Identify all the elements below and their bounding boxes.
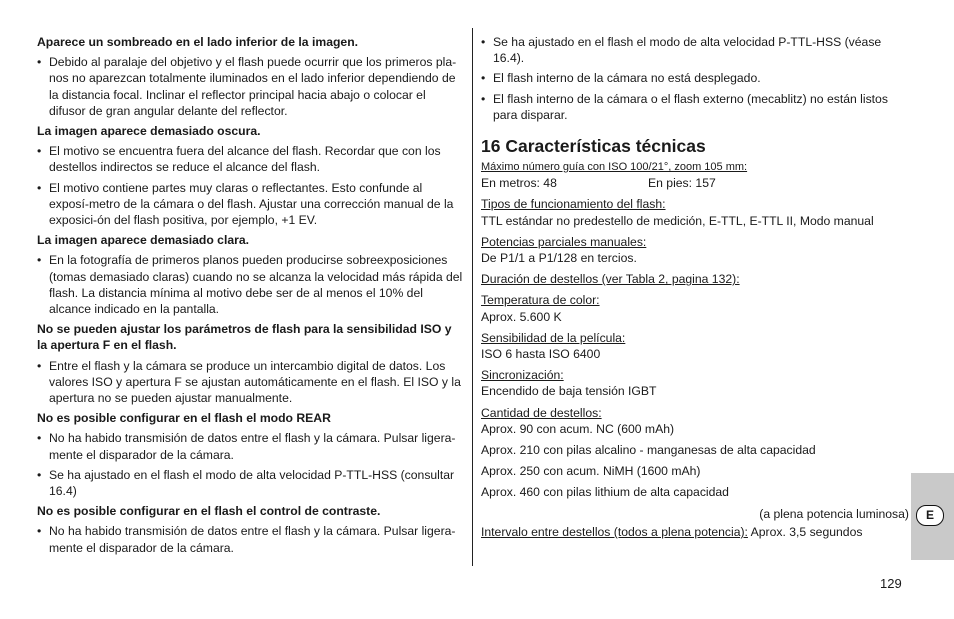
partial-power-label: Potencias parciales manuales: xyxy=(481,234,647,249)
flash-count-label: Cantidad de destellos: xyxy=(481,405,602,420)
interval-row xyxy=(481,524,909,540)
flash-count-value: Aprox. 210 con pilas alcalino - manganesas de alta capacidad xyxy=(481,443,816,458)
flash-count-value: Aprox. 460 con pilas lithium de alta capacidad xyxy=(481,485,729,500)
interval-value: Aprox. 3,5 segundos xyxy=(747,524,863,539)
bullet-item: • Debido al paralaje del objetivo y el flash puede ocurrir que los primeros pla-nos no aparezcan totalmente iluminados en el lado inferior dependiendo de la distancia focal. Inclinar el reflector principal hacia abajo o colocar el difusor de gran angular delante del reflector. xyxy=(37,54,465,119)
column-divider xyxy=(472,28,473,566)
sync-label: Sincronización: xyxy=(481,368,564,383)
guide-number-label: Máximo número guía con ISO 100/21°, zoom 105 mm: xyxy=(481,161,748,174)
right-column xyxy=(481,34,909,545)
bullet-item: • El flash interno de la cámara o el flash externo (mecablitz) no están listos para disparar. xyxy=(481,91,909,123)
modes-label: Tipos de funcionamiento del flash: xyxy=(481,197,666,212)
bullet-item: • El flash interno de la cámara no está desplegado. xyxy=(481,70,909,86)
flash-count-value: Aprox. 250 con acum. NiMH (1600 mAh) xyxy=(481,464,701,479)
section-heading: No es posible configurar en el flash el modo REAR xyxy=(37,411,331,426)
page-number: 129 xyxy=(880,576,902,591)
bullet-item: • El motivo contiene partes muy claras o reflectantes. Esto confunde al exposí-metro de la cámara o del flash. Ajustar una corrección manual de la exposici-ón del flash positiva, por ejemplo, +1 EV. xyxy=(37,180,465,229)
modes-value: TTL estándar no predestello de medición, E-TTL, E-TTL II, Modo manual xyxy=(481,213,874,228)
sync-value: Encendido de baja tensión IGBT xyxy=(481,384,657,399)
flash-duration-label: Duración de destellos (ver Tabla 2, pagina 132): xyxy=(481,272,740,287)
bullet-item: • El motivo se encuentra fuera del alcance del flash. Recordar que con los destellos indirectos se reduce el alcance del flash. xyxy=(37,143,465,175)
film-sensitivity-value: ISO 6 hasta ISO 6400 xyxy=(481,347,601,362)
section-heading: La imagen aparece demasiado clara. xyxy=(37,233,250,248)
bullet-item: • No ha habido transmisión de datos entre el flash y la cámara. Pulsar ligera-mente el disparador de la cámara. xyxy=(37,430,465,462)
guide-meters: En metros: 48 xyxy=(481,176,557,191)
bullet-item: • Entre el flash y la cámara se produce un intercambio digital de datos. Los valores ISO y apertura F se ajustan automáticamente en el flash. El ISO y la apertura no se pueden ajustar manualmente. xyxy=(37,358,465,407)
flash-count-value: Aprox. 90 con acum. NC (600 mAh) xyxy=(481,421,675,436)
interval-label: Intervalo entre destellos (todos a plena potencia): xyxy=(481,524,748,539)
bullet-item: • Se ha ajustado en el flash el modo de alta velocidad P-TTL-HSS (véase 16.4). xyxy=(481,34,909,66)
section-heading: La imagen aparece demasiado oscura. xyxy=(37,124,261,139)
guide-number-row xyxy=(481,175,909,191)
section-heading: No es posible configurar en el flash el control de contraste. xyxy=(37,504,381,519)
language-tab-letter: E xyxy=(916,505,944,526)
left-column xyxy=(37,34,465,560)
bullet-item: • Se ha ajustado en el flash el modo de alta velocidad P-TTL-HSS (consultar 16.4) xyxy=(37,467,465,499)
section-heading: No se pueden ajustar los parámetros de flash para la sensibilidad ISO y la apertura F en el flash. xyxy=(37,322,452,353)
color-temp-label: Temperatura de color: xyxy=(481,293,600,308)
color-temp-value: Aprox. 5.600 K xyxy=(481,309,562,324)
section-heading: Aparece un sombreado en el lado inferior de la imagen. xyxy=(37,35,359,49)
section-title: 16 Características técnicas xyxy=(481,136,706,157)
film-sensitivity-label: Sensibilidad de la película: xyxy=(481,330,626,345)
guide-feet: En pies: 157 xyxy=(648,176,716,191)
bullet-item: • En la fotografía de primeros planos pueden producirse sobreexposiciones (tomas demasiado claras) cuando no se alcanza la velocidad más rápida del flash. La distancia mínima al motivo debe ser de al menos el 10% del alcance indicado en la pantalla. xyxy=(37,252,465,317)
flash-count-note: (a plena potencia luminosa) xyxy=(759,506,909,521)
partial-power-value: De P1/1 a P1/128 en tercios. xyxy=(481,251,637,266)
bullet-item: • No ha habido transmisión de datos entre el flash y la cámara. Pulsar ligera-mente el disparador de la cámara. xyxy=(37,523,465,555)
